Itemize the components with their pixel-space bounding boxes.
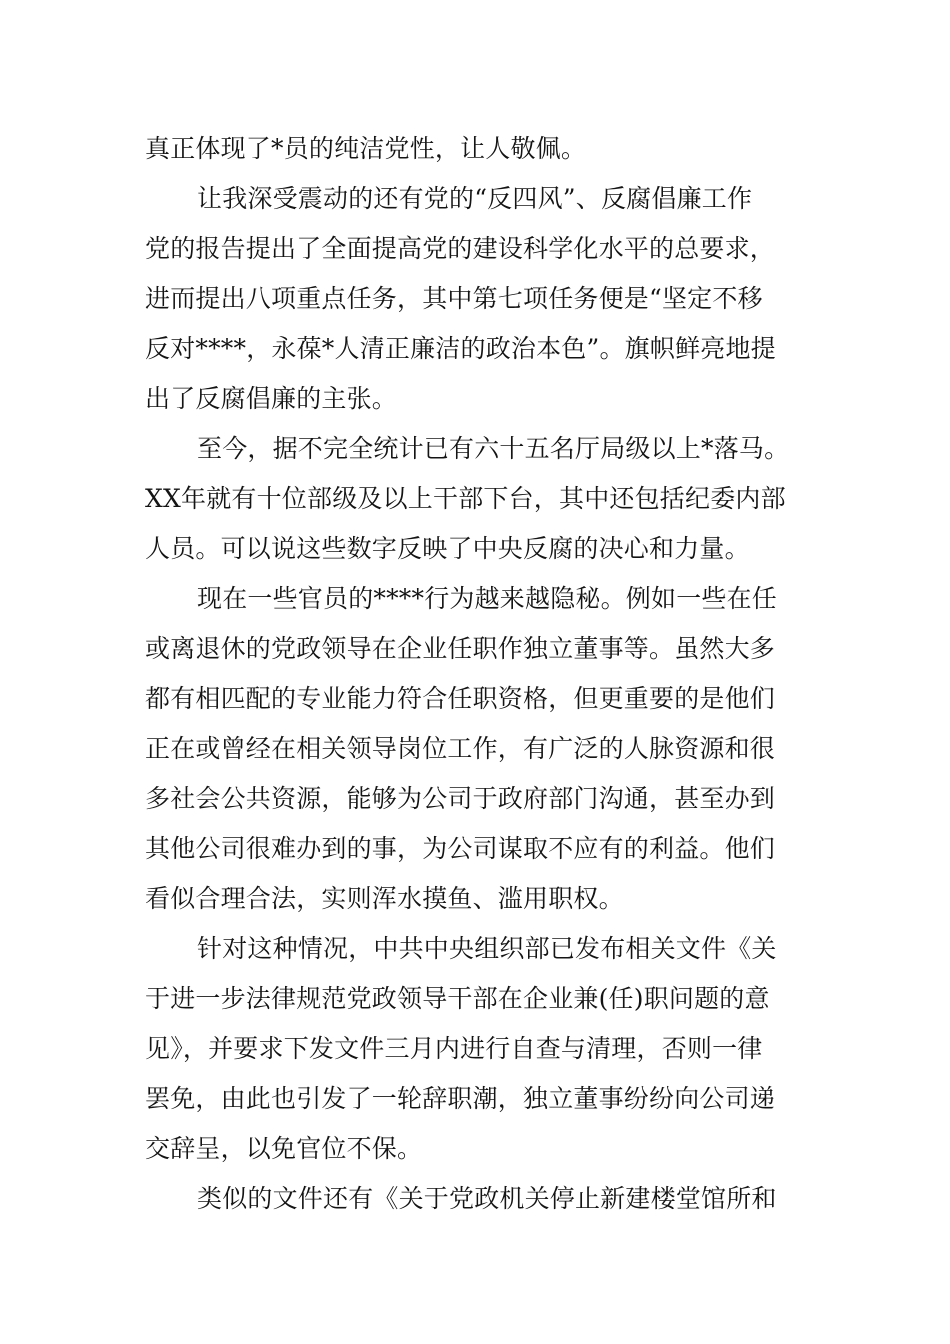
text-line: 人员。可以说这些数字反映了中央反腐的决心和力量。	[145, 534, 750, 563]
paragraph-first-line: 现在一些官员的****行为越来越隐秘。例如一些在任	[197, 584, 778, 613]
text-line: 真正体现了*员的纯洁党性，让人敬佩。	[145, 134, 587, 163]
text-line: 交辞呈，以免官位不保。	[145, 1134, 423, 1163]
text-line: 进而提出八项重点任务，其中第七项任务便是“坚定不移	[145, 284, 763, 313]
text-line: 正在或曾经在相关领导岗位工作，有广泛的人脉资源和很	[145, 734, 776, 763]
text-line: 看似合理合法，实则浑水摸鱼、滥用职权。	[145, 884, 624, 913]
text-line: 于进一步法律规范党政领导干部在企业兼(任)职问题的意	[145, 984, 770, 1013]
text-line: XX年就有十位部级及以上干部下台，其中还包括纪委内部	[145, 484, 786, 513]
text-line: 其他公司很难办到的事，为公司谋取不应有的利益。他们	[145, 834, 776, 863]
paragraph-first-line: 类似的文件还有《关于党政机关停止新建楼堂馆所和	[197, 1184, 777, 1213]
text-line: 见》，并要求下发文件三月内进行自查与清理，否则一律	[145, 1034, 763, 1063]
text-line: 罢免，由此也引发了一轮辞职潮，独立董事纷纷向公司递	[145, 1084, 776, 1113]
text-line: 出了反腐倡廉的主张。	[145, 384, 398, 413]
text-line: 都有相匹配的专业能力符合任职资格，但更重要的是他们	[145, 684, 776, 713]
paragraph-first-line: 至今，据不完全统计已有六十五名厅局级以上*落马。	[197, 434, 790, 463]
text-line: 反对****，永葆*人清正廉洁的政治本色”。旗帜鲜亮地提	[145, 334, 776, 363]
text-line: 多社会公共资源，能够为公司于政府部门沟通，甚至办到	[145, 784, 776, 813]
paragraph-first-line: 让我深受震动的还有党的“反四风”、反腐倡廉工作	[197, 184, 753, 213]
paragraph-first-line: 针对这种情况，中共中央组织部已发布相关文件《关	[197, 934, 777, 963]
text-line: 或离退休的党政领导在企业任职作独立董事等。虽然大多	[145, 634, 776, 663]
text-line: 党的报告提出了全面提高党的建设科学化水平的总要求，	[145, 234, 776, 263]
